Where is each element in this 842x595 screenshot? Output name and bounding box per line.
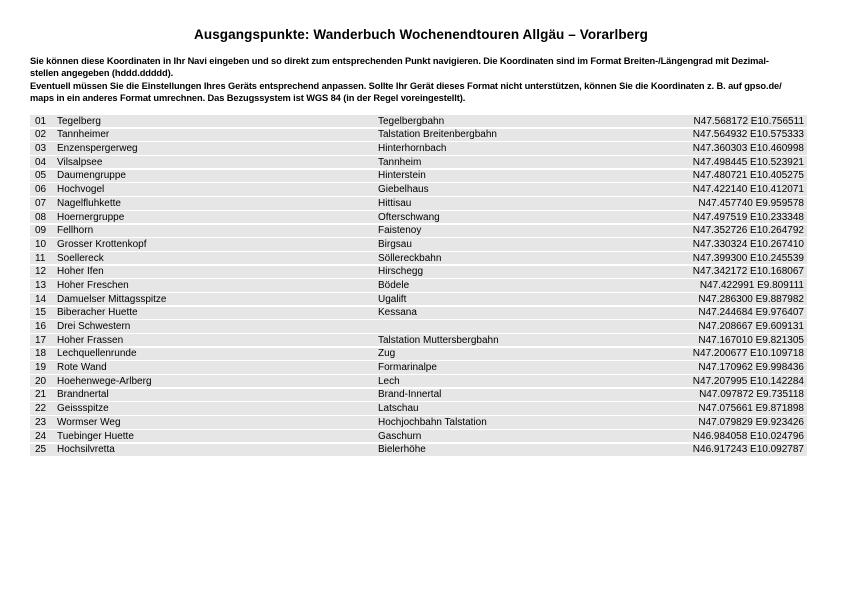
start-location: Bödele <box>378 279 410 291</box>
gps-coordinates: N47.342172 E10.168067 <box>692 266 804 278</box>
row-number: 15 <box>35 307 47 319</box>
gps-coordinates: N47.075661 E9.871898 <box>698 403 804 415</box>
start-location: Bielerhöhe <box>378 444 426 456</box>
table-row <box>30 320 807 332</box>
gps-coordinates: N47.286300 E9.887982 <box>698 293 804 305</box>
table-row <box>30 416 807 428</box>
start-location: Talstation Breitenbergbahn <box>378 129 497 141</box>
tour-name: Hochvogel <box>57 184 105 196</box>
start-location: Lech <box>378 375 400 387</box>
gps-coordinates: N47.079829 E9.923426 <box>698 416 804 428</box>
page-title: Ausgangspunkte: Wanderbuch Wochenendtouren Allgäu – Vorarlberg <box>194 27 648 42</box>
gps-coordinates: N46.917243 E10.092787 <box>692 444 804 456</box>
tour-name: Damuelser Mittagsspitze <box>57 293 167 305</box>
gps-coordinates: N47.564932 E10.575333 <box>692 129 804 141</box>
tour-name: Soellereck <box>57 252 104 264</box>
tour-name: Hoehenwege-Arlberg <box>57 375 152 387</box>
row-number: 06 <box>35 184 47 196</box>
row-number: 22 <box>35 403 47 415</box>
start-location: Hittisau <box>378 197 412 209</box>
row-number: 08 <box>35 211 47 223</box>
gps-coordinates: N47.352726 E10.264792 <box>692 225 804 237</box>
row-number: 17 <box>35 334 47 346</box>
tour-name: Enzenspergerweg <box>57 143 138 155</box>
row-number: 02 <box>35 129 47 141</box>
start-location: Latschau <box>378 403 419 415</box>
gps-coordinates: N47.244684 E9.976407 <box>698 307 804 319</box>
row-number: 10 <box>35 238 47 250</box>
tour-name: Hoher Ifen <box>57 266 104 278</box>
start-location: Faistenoy <box>378 225 422 237</box>
tour-name: Hoher Frassen <box>57 334 124 346</box>
row-number: 11 <box>35 252 46 264</box>
gps-coordinates: N47.568172 E10.756511 <box>693 115 804 127</box>
table-row <box>30 156 807 168</box>
tour-name: Biberacher Huette <box>57 307 138 319</box>
intro-line: maps in ein anderes Format umrechnen. Das Bezugssystem ist WGS 84 (in der Regel voreingestellt). <box>30 93 466 104</box>
tour-name: Fellhorn <box>57 225 94 237</box>
tour-name: Wormser Weg <box>57 416 121 428</box>
gps-coordinates: N47.097872 E9.735118 <box>699 389 804 401</box>
intro-text <box>30 55 820 105</box>
row-number: 04 <box>35 156 47 168</box>
tour-name: Hochsilvretta <box>57 444 115 456</box>
row-number: 01 <box>35 115 47 127</box>
table-row <box>30 142 807 154</box>
start-location: Hochjochbahn Talstation <box>378 416 487 428</box>
gps-coordinates: N47.422991 E9.809111 <box>699 279 804 291</box>
tour-name: Grosser Krottenkopf <box>57 238 147 250</box>
gps-coordinates: N47.207995 E10.142284 <box>692 375 804 387</box>
table-row <box>30 293 807 305</box>
row-number: 23 <box>35 416 47 428</box>
start-location: Söllereckbahn <box>378 252 442 264</box>
start-location: Talstation Muttersbergbahn <box>378 334 499 346</box>
gps-coordinates: N47.360303 E10.460998 <box>692 143 804 155</box>
row-number: 21 <box>35 389 47 401</box>
gps-coordinates: N47.422140 E10.412071 <box>692 184 804 196</box>
gps-coordinates: N47.330324 E10.267410 <box>692 238 804 250</box>
start-location: Formarinalpe <box>378 362 437 374</box>
start-location: Gaschurn <box>378 430 422 442</box>
table-row <box>30 389 807 401</box>
gps-coordinates: N47.480721 E10.405275 <box>692 170 804 182</box>
table-row <box>30 238 807 250</box>
row-number: 25 <box>35 444 47 456</box>
table-row <box>30 211 807 223</box>
table-row <box>30 115 807 127</box>
start-location: Tegelbergbahn <box>378 115 445 127</box>
table-row <box>30 183 807 195</box>
gps-coordinates: N47.399300 E10.245539 <box>692 252 804 264</box>
tour-name: Geissspitze <box>57 403 109 415</box>
gps-coordinates: N46.984058 E10.024796 <box>692 430 804 442</box>
row-number: 19 <box>35 362 47 374</box>
tour-name: Tannheimer <box>57 129 110 141</box>
gps-coordinates: N47.167010 E9.821305 <box>698 334 804 346</box>
tour-name: Tuebinger Huette <box>57 430 134 442</box>
table-row <box>30 444 807 456</box>
intro-line: Sie können diese Koordinaten in Ihr Navi eingeben und so direkt zum entsprechenden Punkt navigieren. Die Koordinaten sind im Format Breiten-/Längengrad mit Dezimal- <box>30 56 769 66</box>
gps-coordinates: N47.498445 E10.523921 <box>692 156 804 168</box>
tour-name: Vilsalpsee <box>57 156 103 168</box>
coordinates-table <box>30 115 807 457</box>
tour-name: Daumengruppe <box>57 170 126 182</box>
start-location: Kessana <box>378 307 417 319</box>
start-location: Hinterhornbach <box>378 143 447 155</box>
start-location: Ofterschwang <box>378 211 440 223</box>
intro-line: stellen angegeben (hddd.ddddd). <box>30 68 174 79</box>
table-row <box>30 197 807 209</box>
table-row <box>30 348 807 360</box>
start-location: Giebelhaus <box>378 184 429 196</box>
tour-name: Brandnertal <box>57 389 109 401</box>
tour-name: Lechquellenrunde <box>57 348 137 360</box>
table-row <box>30 279 807 291</box>
gps-coordinates: N47.457740 E9.959578 <box>698 197 804 209</box>
tour-name: Hoher Freschen <box>57 279 129 291</box>
gps-coordinates: N47.208667 E9.609131 <box>698 321 804 332</box>
start-location: Birgsau <box>378 238 412 250</box>
table-row <box>30 252 807 264</box>
start-location: Brand-Innertal <box>378 389 442 401</box>
row-number: 20 <box>35 375 47 387</box>
table-row <box>30 266 807 278</box>
gps-coordinates: N47.200677 E10.109718 <box>692 348 804 360</box>
table-row <box>30 170 807 182</box>
tour-name: Drei Schwestern <box>57 321 131 332</box>
table-row <box>30 129 807 141</box>
row-number: 05 <box>35 170 47 182</box>
start-location: Zug <box>378 348 396 360</box>
intro-line: Eventuell müssen Sie die Einstellungen Ihres Geräts entsprechend anpassen. Sollte Ihr Gerät dieses Format nicht unterstützen, können Sie die Koordinaten z. B. auf gpso.de/ <box>30 80 782 91</box>
table-row <box>30 361 807 373</box>
tour-name: Rote Wand <box>57 362 107 374</box>
row-number: 07 <box>35 197 47 209</box>
table-row <box>30 430 807 442</box>
table-row <box>30 225 807 237</box>
row-number: 03 <box>35 143 47 155</box>
table-row <box>30 307 807 319</box>
tour-name: Hoernergruppe <box>57 211 125 223</box>
table-row <box>30 375 807 387</box>
start-location: Ugalift <box>378 293 407 305</box>
start-location: Hirschegg <box>378 266 424 278</box>
table-row <box>30 402 807 414</box>
row-number: 24 <box>35 430 47 442</box>
start-location: Hinterstein <box>378 170 426 182</box>
row-number: 13 <box>35 279 47 291</box>
row-number: 18 <box>35 348 47 360</box>
row-number: 14 <box>35 293 47 305</box>
table-row <box>30 334 807 346</box>
row-number: 12 <box>35 266 47 278</box>
tour-name: Tegelberg <box>57 115 101 127</box>
start-location: Tannheim <box>378 156 422 168</box>
row-number: 09 <box>35 225 47 237</box>
row-number: 16 <box>35 321 47 332</box>
tour-name: Nagelfluhkette <box>57 197 121 209</box>
gps-coordinates: N47.497519 E10.233348 <box>692 211 804 223</box>
gps-coordinates: N47.170962 E9.998436 <box>698 362 804 374</box>
